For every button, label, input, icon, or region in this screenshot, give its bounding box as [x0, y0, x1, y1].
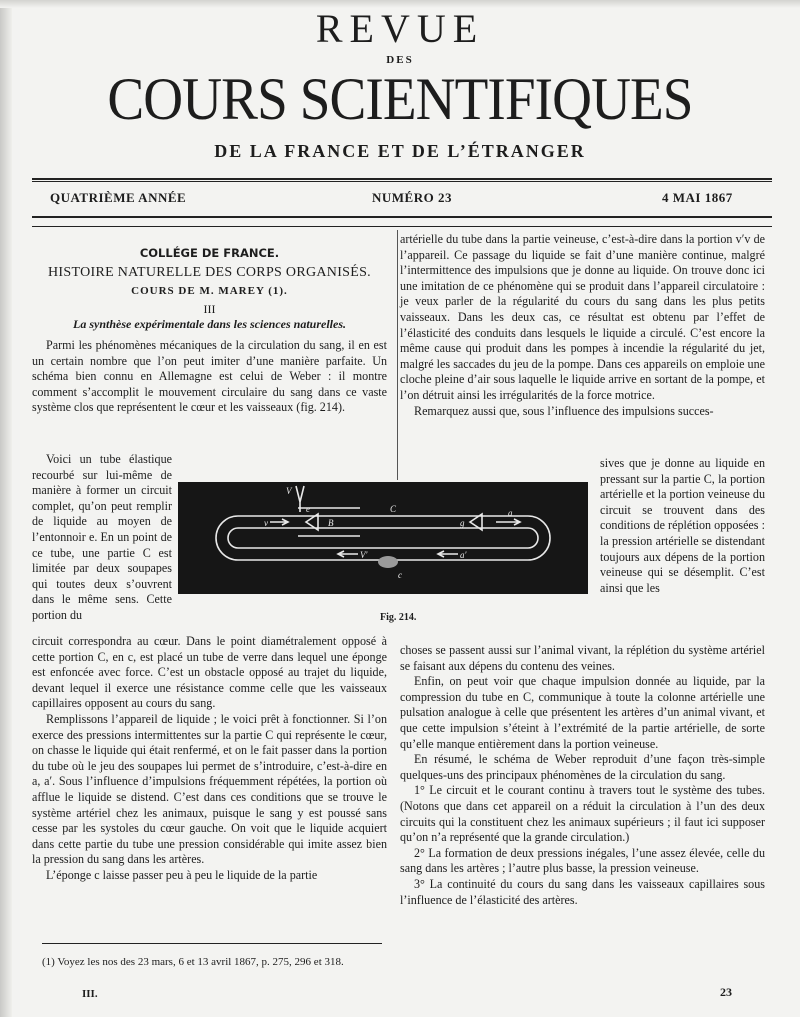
footnote-rule — [42, 943, 382, 944]
masthead-des: DES — [386, 54, 414, 66]
right-list-item-1: 1° Le circuit et le courant continu à travers tout le système des tubes. (Notons que dans cet appareil on a réduit la circulation à l’un des deux circuits qui la constituent chez les animaux supérieurs ; il faut ici supposer qu’on n’a représenté que la grande circulation.) — [400, 783, 765, 845]
heading-cours: COURS DE M. MAREY (1). — [131, 285, 288, 298]
left-column-bottom — [32, 634, 387, 884]
right-column-top — [400, 232, 765, 419]
masthead-subtitle: DE LA FRANCE ET DE L’ÉTRANGER — [214, 141, 586, 161]
heading-lecture-title: La synthèse expérimentale dans les sciences naturelles. — [73, 317, 346, 332]
masthead-rule-top-thin — [32, 181, 772, 182]
label-c-sponge: c — [398, 570, 402, 580]
arrow-v-prime — [338, 551, 358, 557]
masthead-rule-top — [32, 178, 772, 180]
heading-college: COLLÉGE DE FRANCE. — [139, 246, 280, 260]
label-funnel: V — [286, 486, 292, 496]
page-number: 23 — [720, 985, 732, 999]
right-list-item-3: 3° La continuité du cours du sang dans les vaisseaux capillaires sous l’influence de l’élasticité des artères. — [400, 876, 765, 907]
right-paragraph-1: artérielle du tube dans la partie veineuse, c’est-à-dire dans la portion v′v de l’appareil. Ce passage du liquide se fait d’une manière continue, malgré l’intermittence des impulsions que je donne au liquide. On trouve donc ici une imitation de ce phénomène qui se produit dans l’appareil circulatoire : je veux parler de la régularité du cours du sang dans les plus petits vaisseaux. Dans les deux cas, ce résultat est obtenu par l’effet de l’élasticité des conduits dans lesquels le liquide a circulé. C’est encore la même cause qui produit dans les pompes à incendie la régularité du jet, malgré les saccades du jeu de la pompe. Dans ces appareils on emploie une cloche pleine d’air sous laquelle le liquide arrive en sortant de la pompe, et l’on détruit ainsi les irrégularités de la force motrice. — [400, 232, 765, 402]
issue-number: NUMÉRO 23 — [372, 190, 452, 205]
label-v: v — [264, 518, 268, 528]
label-c-heart: C — [390, 504, 397, 514]
left-paragraph-2a: Voici un tube élastique recourbé sur lui-même de manière à former un circuit complet, qu’on peut remplir de liquide au moyen de l’entonnoir e. En un point de ce tube, une partie C est limitée par deux soupapes qui toutes deux s’ouvrent dans le même sens. Cette portion du — [32, 452, 172, 622]
left-paragraph-2b: circuit correspondra au cœur. Dans le point diamétralement opposé à cette portion C, en c, est placé un tube de verre dans lequel une éponge est enfoncée avec force. C’est un obstacle opposé au trajet du liquide, devant lequel il exerce une résistance comme celle que les vaisseaux capillaires opposent au cours du sang. — [32, 634, 387, 711]
left-column-narrow — [32, 452, 172, 624]
right-column-narrow — [600, 456, 765, 596]
left-paragraph-4: L’éponge c laisse passer peu à peu le liquide de la partie — [46, 867, 318, 882]
issue-date: 4 MAI 1867 — [662, 190, 733, 205]
masthead-title: COURS SCIENTIFIQUES — [107, 66, 693, 132]
heading-histoire: HISTOIRE NATURELLE DES CORPS ORGANISÉS. — [48, 264, 371, 280]
issue-rule-b — [32, 226, 772, 227]
column-divider — [397, 230, 398, 480]
arrow-v — [270, 519, 288, 525]
signature-mark: III. — [82, 988, 98, 1000]
issue-year: QUATRIÈME ANNÉE — [50, 190, 187, 205]
left-column-top — [32, 246, 387, 416]
right-column-bottom — [400, 643, 765, 908]
label-v-prime: V′ — [360, 550, 368, 560]
right-paragraph-2c: choses se passent aussi sur l’animal vivant, la réplétion du système artériel se faisant aux dépens du contenu des veines. — [400, 643, 765, 673]
left-paragraph-1: Parmi les phénomènes mécaniques de la circulation du sang, il en est un certain nombre que l’on peut imiter d’une manière parfaite. Un schéma bien connu en Allemagne est celui de Weber : il montre comment s’accomplit le mouvement circulaire du sang dans ce vaste système clos que représentent le cœur et les vaisseaux (fig. 214). — [32, 337, 387, 415]
arrow-a-prime — [438, 551, 458, 557]
weber-schema-drawing — [178, 482, 588, 594]
masthead-revue: REVUE — [315, 6, 485, 51]
label-a-prime: a′ — [460, 550, 467, 560]
label-e: e — [306, 504, 310, 514]
label-valve-g: g — [460, 518, 465, 528]
figure-214-weber-schema — [178, 482, 588, 594]
label-a: a — [508, 508, 513, 518]
footnote: (1) Voyez les nos des 23 mars, 6 et 13 avril 1867, p. 275, 296 et 318. — [42, 956, 344, 968]
issue-rule-a — [32, 216, 772, 218]
figure-caption: Fig. 214. — [380, 612, 417, 623]
right-list-item-2: 2° La formation de deux pressions inégales, l’une assez élevée, celle du sang dans les artères ; l’autre plus basse, la pression veineuse. — [400, 845, 765, 876]
right-paragraph-2b: sives que je donne au liquide en pressant sur la partie C, la portion artérielle et la portion veineuse du circuit se trouvent dans des conditions de réplétion opposées : la pression artérielle se distendant toujours aux dépens de la portion veineuse qui se désemplit. C’est ainsi que les — [600, 456, 765, 595]
right-paragraph-4: En résumé, le schéma de Weber reproduit d’une façon très-simple quelques-uns des principaux phénomènes de la circulation du sang. — [400, 752, 765, 782]
right-paragraph-2a: Remarquez aussi que, sous l’influence des impulsions succes- — [414, 403, 714, 418]
heading-lecture-number: III — [203, 301, 216, 316]
arrow-a — [496, 519, 520, 525]
left-paragraph-3: Remplissons l’appareil de liquide ; le voici prêt à fonctionner. Si l’on exerce des pressions intermittentes sur la partie C qui représente le cœur, on chasse le liquide qui était renfermé, et on le fait passer dans la portion du tube où le jeu des soupapes lui permet de s’introduire, c’est-à-dire en a, a′. Sous l’influence d’impulsions fréquemment répétées, la portion où afflue le liquide se distend. C’est dans ces conditions que se trouve le système artériel chez les animaux, puisque le sang y est poussé sans cesse par les systoles du cœur gauche. On voit que le liquide acquiert dans cette partie du tube une pression considérable qui imite assez bien la pression du sang dans les artères. — [32, 711, 387, 867]
page-edge-shadow — [0, 0, 12, 1017]
label-valve-b: B — [328, 518, 334, 528]
sponge-c — [378, 556, 398, 568]
tube-inner-loop — [228, 528, 538, 548]
right-paragraph-3: Enfin, on peut voir que chaque impulsion donnée au liquide, par la compression du tube en C, communique à toute la colonne artérielle une pulsation analogue à celle que présentent les artères d’un animal vivant, et que cette impulsion s’éteint à l’extrémité de la partie artérielle, de sorte qu’elle manque entièrement dans la portion veineuse. — [400, 674, 765, 751]
